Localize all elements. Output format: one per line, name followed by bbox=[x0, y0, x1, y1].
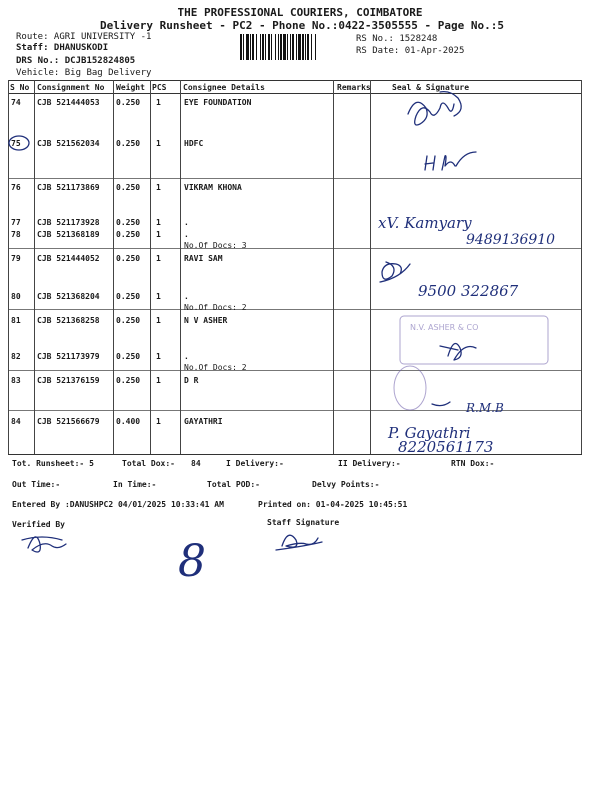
total-pod: Total POD:- bbox=[207, 480, 260, 489]
entered-by: Entered By :DANUSHPC2 04/01/2025 10:33:41 AM bbox=[12, 500, 224, 509]
cell-sno: 76 bbox=[11, 183, 21, 192]
drs-number: DRS No.: DCJB152824805 bbox=[16, 56, 136, 66]
barcode bbox=[240, 34, 352, 60]
cell-weight: 0.400 bbox=[116, 417, 141, 426]
cell-note: No.Of Docs: 2 bbox=[184, 363, 247, 372]
cell-consignment: CJB 521173979 bbox=[37, 352, 100, 361]
cell-weight: 0.250 bbox=[116, 254, 141, 263]
cell-consignment: CJB 521562034 bbox=[37, 139, 100, 148]
cell-pcs: 1 bbox=[156, 352, 161, 361]
cell-consignee: . bbox=[184, 230, 189, 239]
cell-note: No.Of Docs: 3 bbox=[184, 241, 247, 250]
cell-sno: 80 bbox=[11, 292, 21, 301]
cell-weight: 0.250 bbox=[116, 98, 141, 107]
stamp-text: N.V. ASHER & CO bbox=[410, 323, 479, 332]
cell-sno: 74 bbox=[11, 98, 21, 107]
staff-signature bbox=[276, 535, 322, 550]
col-header-consignment: Consignment No bbox=[37, 83, 105, 92]
runsheet-subtitle: Delivery Runsheet - PC2 - Phone No.:0422-3505555 - Page No.:5 bbox=[100, 19, 504, 32]
cell-sno: 75 bbox=[11, 139, 21, 148]
cell-pcs: 1 bbox=[156, 417, 161, 426]
cell-pcs: 1 bbox=[156, 292, 161, 301]
col-header-remarks: Remarks bbox=[337, 83, 371, 92]
in-time: In Time:- bbox=[113, 480, 157, 489]
cell-pcs: 1 bbox=[156, 316, 161, 325]
col-header-sno: S No bbox=[10, 83, 30, 92]
route: Route: AGRI UNIVERSITY -1 bbox=[16, 32, 152, 42]
hand-big-number: 8 bbox=[178, 536, 206, 587]
cell-consignee: . bbox=[184, 292, 189, 301]
cell-sno: 79 bbox=[11, 254, 21, 263]
cell-consignee: EYE FOUNDATION bbox=[184, 98, 252, 107]
cell-weight: 0.250 bbox=[116, 218, 141, 227]
cell-pcs: 1 bbox=[156, 254, 161, 263]
col-header-weight: Weight bbox=[116, 83, 145, 92]
cell-consignment: CJB 521368204 bbox=[37, 292, 100, 301]
rtn-dox: RTN Dox:- bbox=[451, 459, 495, 468]
cell-consignment: CJB 521444052 bbox=[37, 254, 100, 263]
hand-phone-row80: 9500 322867 bbox=[418, 282, 519, 300]
total-dox-label: Total Dox:- bbox=[122, 459, 175, 468]
cell-weight: 0.250 bbox=[116, 292, 141, 301]
cell-consignee: N V ASHER bbox=[184, 316, 228, 325]
cell-consignee: HDFC bbox=[184, 139, 204, 148]
cell-pcs: 1 bbox=[156, 183, 161, 192]
cell-consignee: . bbox=[184, 218, 189, 227]
cell-consignee: GAYATHRI bbox=[184, 417, 223, 426]
total-dox-value: 84 bbox=[191, 459, 201, 468]
cell-consignee: D R bbox=[184, 376, 199, 385]
cell-weight: 0.250 bbox=[116, 376, 141, 385]
cell-consignee: . bbox=[184, 352, 189, 361]
company-title: THE PROFESSIONAL COURIERS, COIMBATORE bbox=[177, 6, 423, 19]
cell-sno: 82 bbox=[11, 352, 21, 361]
col-header-consignee: Consignee Details bbox=[183, 83, 265, 92]
cell-pcs: 1 bbox=[156, 376, 161, 385]
cell-consignee: RAVI SAM bbox=[184, 254, 223, 263]
delvy-points: Delvy Points:- bbox=[312, 480, 380, 489]
cell-consignment: CJB 521173869 bbox=[37, 183, 100, 192]
cell-sno: 84 bbox=[11, 417, 21, 426]
cell-weight: 0.250 bbox=[116, 316, 141, 325]
cell-pcs: 1 bbox=[156, 98, 161, 107]
i-delivery: I Delivery:- bbox=[226, 459, 284, 468]
cell-sno: 78 bbox=[11, 230, 21, 239]
cell-consignment: CJB 521566679 bbox=[37, 417, 100, 426]
cell-pcs: 1 bbox=[156, 230, 161, 239]
cell-weight: 0.250 bbox=[116, 183, 141, 192]
signature-row81 bbox=[440, 344, 476, 361]
hand-mark-row83: R.M.B bbox=[466, 401, 504, 415]
cell-pcs: 1 bbox=[156, 218, 161, 227]
staff: Staff: DHANUSKODI bbox=[16, 43, 109, 53]
cell-sno: 77 bbox=[11, 218, 21, 227]
vehicle: Vehicle: Big Bag Delivery bbox=[16, 68, 152, 78]
hand-name-row77: xV. Kamyary bbox=[378, 214, 472, 232]
col-header-signature: Seal & Signature bbox=[392, 83, 470, 92]
company-stamp bbox=[400, 316, 548, 364]
cell-weight: 0.250 bbox=[116, 139, 141, 148]
cell-consignment: CJB 521444053 bbox=[37, 98, 100, 107]
cell-consignment: CJB 521376159 bbox=[37, 376, 100, 385]
rs-number: RS No.: 1528248 bbox=[356, 34, 438, 44]
col-header-pcs: PCS bbox=[152, 83, 167, 92]
hand-phone-row77: 9489136910 bbox=[466, 232, 556, 248]
signature-row83 bbox=[432, 402, 450, 406]
hand-name-row84: P. Gayathri bbox=[388, 424, 471, 442]
cell-weight: 0.250 bbox=[116, 230, 141, 239]
cell-consignment: CJB 521368189 bbox=[37, 230, 100, 239]
cell-note: No.Of Docs: 2 bbox=[184, 303, 247, 312]
staff-signature-label: Staff Signature bbox=[267, 518, 340, 527]
round-stamp bbox=[394, 366, 426, 410]
verified-by: Verified By bbox=[12, 520, 65, 529]
hand-phone-row84: 8220561173 bbox=[398, 438, 494, 456]
cell-consignment: CJB 521368258 bbox=[37, 316, 100, 325]
signature-row79 bbox=[380, 262, 410, 282]
printed-on: Printed on: 01-04-2025 10:45:51 bbox=[258, 500, 408, 509]
signature-row75 bbox=[425, 152, 476, 170]
cell-consignment: CJB 521173928 bbox=[37, 218, 100, 227]
cell-consignee: VIKRAM KHONA bbox=[184, 183, 242, 192]
tot-runsheet: Tot. Runsheet:- 5 bbox=[12, 459, 94, 468]
cell-weight: 0.250 bbox=[116, 352, 141, 361]
cell-pcs: 1 bbox=[156, 139, 161, 148]
cell-sno: 83 bbox=[11, 376, 21, 385]
ii-delivery: II Delivery:- bbox=[338, 459, 401, 468]
out-time: Out Time:- bbox=[12, 480, 61, 489]
rs-date: RS Date: 01-Apr-2025 bbox=[356, 46, 465, 56]
cell-sno: 81 bbox=[11, 316, 21, 325]
verified-signature bbox=[22, 537, 66, 552]
signature-row74 bbox=[408, 92, 461, 125]
